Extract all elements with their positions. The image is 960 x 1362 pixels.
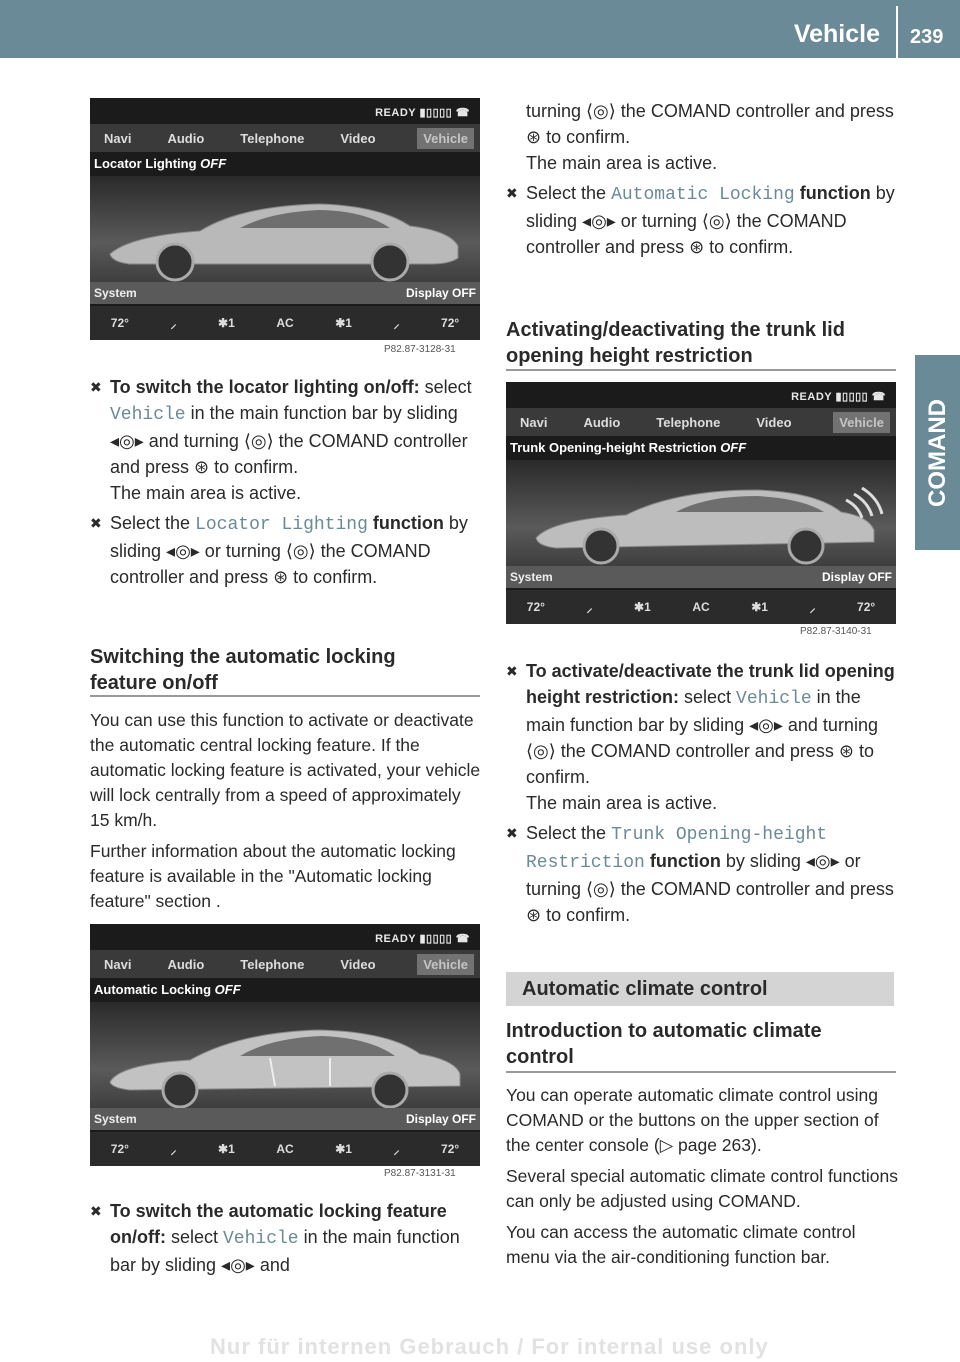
fan-right-icon: ✱1 [751, 600, 768, 614]
airflow-right-icon: ⸝ [393, 1142, 400, 1157]
section-banner-title: Automatic climate control [522, 978, 768, 1000]
nav-item-telephone: Telephone [240, 130, 305, 146]
system-bar [90, 282, 480, 304]
airflow-left-icon: ⸝ [586, 600, 593, 615]
function-title: Automatic Locking OFF [94, 982, 241, 997]
airflow-right-icon: ⸝ [809, 600, 816, 615]
side-tab-label: COMAND [923, 398, 951, 507]
paragraph: You can operate automatic climate control using COMAND or the buttons on the upper section of the center console (▷ page 263). [506, 1085, 879, 1155]
heading-rule [506, 1071, 896, 1073]
car-image [90, 1002, 480, 1114]
status-readout: READY ▮▯▯▯▯ ☎ [375, 933, 470, 945]
step-result: The main area is active. [110, 483, 302, 503]
heading-rule [90, 695, 480, 697]
side-tab [915, 355, 960, 550]
locator-steps [90, 374, 482, 590]
car-image [506, 460, 896, 572]
airflow-right-icon: ⸝ [393, 316, 400, 331]
nav-item-telephone: Telephone [656, 414, 721, 430]
step-trunk-activate: ✖ To activate/deactivate the trunk lid opening height restriction: select Vehicle in the main function bar by sliding ◂◎▸ and turning ⟨◎⟩ the COMAND controller and press ⊛ to confirm. [506, 658, 898, 790]
paragraph: You can access the automatic climate control menu via the air-conditioning function bar. [506, 1222, 856, 1267]
nav-item-video: Video [756, 414, 792, 430]
heading-trunk-restriction: Activating/deactivating the trunk lid opening height restriction [506, 319, 845, 367]
arrow-icon: ✖ [506, 185, 518, 201]
display-off-label: Display OFF [405, 286, 476, 300]
screen-automatic-locking [90, 924, 480, 1166]
ac-label: AC [276, 316, 294, 330]
arrow-icon: ✖ [90, 1203, 102, 1219]
heading-auto-locking: Switching the automatic locking feature on/off [90, 646, 396, 694]
nav-item-vehicle: Vehicle [417, 954, 474, 975]
paragraph: You can use this function to activate or deactivate the automatic central locking feature. If the automatic locking feature is activated, your vehicle will lock centrally from a speed of approximately 15 km/h. [90, 710, 481, 830]
nav-item-video: Video [340, 956, 376, 972]
status-readout: READY ▮▯▯▯▯ ☎ [375, 107, 470, 119]
function-title: Trunk Opening-height Restriction OFF [510, 440, 747, 455]
ac-label: AC [692, 600, 710, 614]
header-separator [896, 6, 898, 58]
car-image [90, 176, 480, 288]
trunk-steps [506, 658, 898, 928]
system-label: System [510, 570, 553, 584]
page-number: 239 [910, 26, 944, 48]
fan-right-icon: ✱1 [335, 316, 352, 330]
nav-item-video: Video [340, 130, 376, 146]
nav-item-telephone: Telephone [240, 956, 305, 972]
arrow-icon: ✖ [90, 515, 102, 531]
fan-left-icon: ✱1 [634, 600, 651, 614]
function-title: Locator Lighting OFF [94, 156, 227, 171]
auto-locking-step [90, 1198, 482, 1278]
step-locator-select: ✖ Select the Locator Lighting function by sliding ◂◎▸ or turning ⟨◎⟩ the COMAND controller and press ⊛ to confirm. [90, 510, 482, 590]
step-continuation: turning ⟨◎⟩ the COMAND controller and press ⊛ to confirm. [526, 101, 894, 147]
system-bar [90, 1108, 480, 1130]
airflow-left-icon: ⸝ [170, 1142, 177, 1157]
temp-left: 72° [110, 316, 129, 330]
status-readout: READY ▮▯▯▯▯ ☎ [791, 391, 886, 403]
fan-right-icon: ✱1 [335, 1142, 352, 1156]
arrow-icon: ✖ [506, 825, 518, 841]
main-function-bar [90, 950, 480, 978]
nav-item-audio: Audio [583, 414, 621, 430]
climate-intro-text [506, 1083, 898, 1270]
nav-item-navi: Navi [104, 130, 132, 146]
paragraph: Further information about the automatic locking feature is available in the "Automatic locking feature" section . [90, 841, 456, 911]
main-function-bar [506, 408, 896, 436]
section-banner [506, 972, 894, 1006]
nav-item-navi: Navi [520, 414, 548, 430]
nav-item-vehicle: Vehicle [833, 412, 890, 433]
image-code: P82.87-3128-31 [384, 344, 456, 355]
header-bar [0, 0, 960, 58]
heading-climate-intro: Introduction to automatic climate control [506, 1020, 822, 1068]
step-locator-switch: ✖ To switch the locator lighting on/off: select Vehicle in the main function bar by sliding ◂◎▸ and turning ⟨◎⟩ the COMAND controller and press ⊛ to confirm. [90, 374, 482, 480]
fan-left-icon: ✱1 [218, 316, 235, 330]
step-result: The main area is active. [526, 793, 718, 813]
ac-label: AC [276, 1142, 294, 1156]
heading-rule [506, 369, 896, 371]
arrow-icon: ✖ [506, 663, 518, 679]
system-label: System [94, 1112, 137, 1126]
system-bar [506, 566, 896, 588]
image-code: P82.87-3140-31 [800, 626, 872, 637]
nav-item-navi: Navi [104, 956, 132, 972]
climate-bar [90, 306, 480, 340]
nav-item-audio: Audio [167, 956, 205, 972]
system-label: System [94, 286, 137, 300]
step-trunk-select: ✖ Select the Trunk Opening-height Restriction function by sliding ◂◎▸ or turning ⟨◎⟩ the COMAND controller and press ⊛ to confirm. [506, 820, 898, 928]
step-result: The main area is active. [526, 153, 718, 173]
display-off-label: Display OFF [821, 570, 892, 584]
temp-left: 72° [110, 1142, 129, 1156]
auto-locking-continued [506, 98, 896, 260]
screen-trunk-restriction [506, 382, 896, 624]
step-auto-locking-switch: ✖ To switch the automatic locking feature on/off: select Vehicle in the main function bar by sliding ◂◎▸ and [90, 1198, 482, 1278]
section-title: Vehicle [793, 20, 880, 48]
main-function-bar [90, 124, 480, 152]
arrow-icon: ✖ [90, 379, 102, 395]
screen-locator-lighting [90, 98, 480, 340]
climate-bar [90, 1132, 480, 1166]
climate-bar [506, 590, 896, 624]
paragraph: Several special automatic climate control functions can only be adjusted using COMAND. [506, 1166, 898, 1211]
nav-item-vehicle: Vehicle [417, 128, 474, 149]
airflow-left-icon: ⸝ [170, 316, 177, 331]
nav-item-audio: Audio [167, 130, 205, 146]
image-code: P82.87-3131-31 [384, 1168, 456, 1179]
auto-locking-text [90, 708, 482, 914]
temp-left: 72° [526, 600, 545, 614]
footer-watermark: Nur für internen Gebrauch / For internal use only [210, 1334, 769, 1359]
display-off-label: Display OFF [405, 1112, 476, 1126]
temp-right: 72° [441, 316, 460, 330]
fan-left-icon: ✱1 [218, 1142, 235, 1156]
temp-right: 72° [857, 600, 876, 614]
temp-right: 72° [441, 1142, 460, 1156]
step-auto-locking-select: ✖ Select the Automatic Locking function by sliding ◂◎▸ or turning ⟨◎⟩ the COMAND controller and press ⊛ to confirm. [506, 180, 896, 260]
